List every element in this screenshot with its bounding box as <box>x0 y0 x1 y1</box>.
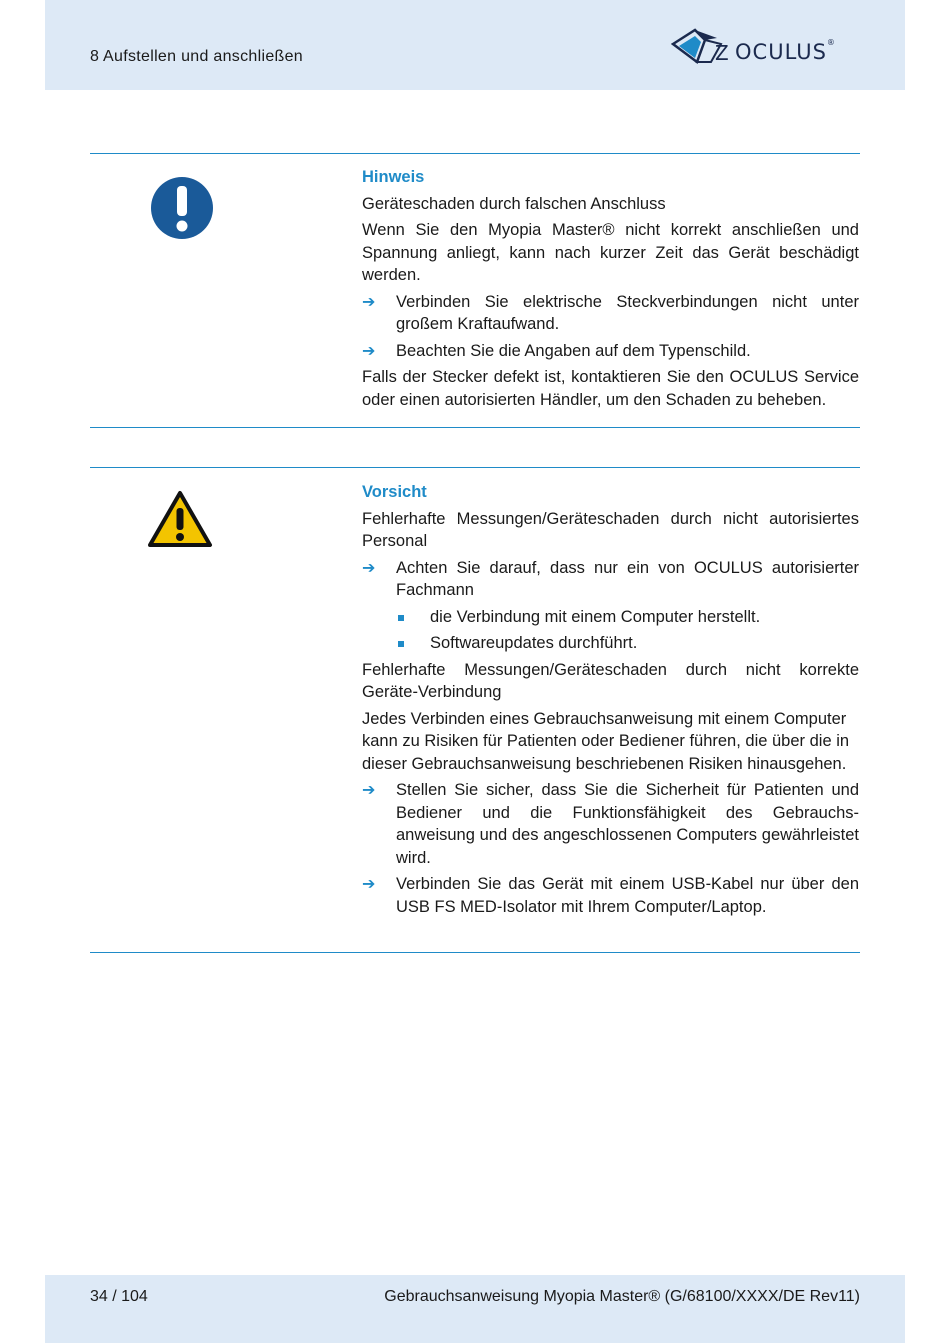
arrow-icon: ➔ <box>362 874 376 893</box>
notice-closing: Falls der Stecker defekt ist, kontaktieren Sie den OCULUS Service oder einen autorisierten Händler, um den Schaden zu beheben. <box>362 368 859 409</box>
notice-body: Wenn Sie den Myopia Master® nicht korrekt anschließen und Spannung anliegt, kann nach kurzer Zeit das Gerät beschädigt werden. <box>362 221 859 284</box>
section-title: 8 Aufstellen und anschließen <box>90 48 303 65</box>
bullet-square-icon <box>398 641 404 647</box>
caution-top-rule <box>90 467 860 468</box>
document-reference: Gebrauchsanweisung Myopia Master® (G/68100/XXXX/DE Rev11) <box>384 1288 860 1305</box>
mandatory-exclamation-icon <box>150 176 214 245</box>
arrow-icon: ➔ <box>362 340 376 360</box>
warning-triangle-icon <box>147 490 213 553</box>
arrow-icon: ➔ <box>362 780 376 799</box>
notice-top-rule <box>90 153 860 154</box>
oculus-logo <box>671 26 861 66</box>
bullet-square-icon <box>398 615 404 621</box>
notice-block <box>362 166 859 415</box>
notice-step: ➔ Verbinden Sie elektrische Steckverbindungen nicht unter großem Kraftaufwand. <box>362 291 859 333</box>
caution-subitem: die Verbindung mit einem Computer herstellt. <box>362 606 859 629</box>
caution-block <box>362 481 859 922</box>
caution-subitem: Softwareupdates durchführt. <box>362 632 859 655</box>
notice-subtitle: Geräteschaden durch falschen Anschluss <box>362 194 666 213</box>
notice-bottom-rule <box>90 427 860 428</box>
notice-step: ➔ Beachten Sie die Angaben auf dem Typenschild. <box>362 340 859 363</box>
logo-wordmark: OCULUS <box>735 40 827 64</box>
page-number: 34 / 104 <box>90 1288 148 1305</box>
svg-text:Z: Z <box>715 41 729 65</box>
page-header <box>45 0 905 90</box>
caution-bottom-rule <box>90 952 860 953</box>
caution-subtitle-1: Fehlerhafte Messungen/Geräteschaden durch nicht autorisiertes Personal <box>362 509 859 550</box>
caution-step: ➔ Verbinden Sie das Gerät mit einem USB-Kabel nur über den USB FS MED-Isolator mit Ihrem Computer/Laptop. <box>362 874 859 916</box>
caution-step: ➔ Achten Sie darauf, dass nur ein von OCULUS autorisierter Fachmann <box>362 557 859 599</box>
page-footer <box>45 1275 905 1343</box>
caution-heading: Vorsicht <box>362 483 427 501</box>
caution-subtitle-2: Fehlerhafte Messungen/Geräteschaden durch nicht korrekte Geräte-Verbindung <box>362 660 859 701</box>
arrow-icon: ➔ <box>362 291 376 311</box>
notice-heading: Hinweis <box>362 168 425 186</box>
arrow-icon: ➔ <box>362 557 376 577</box>
oculus-mark-icon <box>671 26 733 66</box>
caution-body: Jedes Verbinden eines Gebrauchsanweisung mit einem Computer kann zu Risiken für Patienten oder Bediener führen, die über die in dieser Gebrauchsanweisung beschriebenen Risiken hinausgehen. <box>362 709 850 773</box>
caution-step: ➔ Stellen Sie sicher, dass Sie die Sicherheit für Patienten und Bediener und die Funktionsfähigkeit des Gebrauchs-anweisung und des angeschlossenen Computers gewährleistet wird. <box>362 780 859 867</box>
registered-mark: ® <box>826 38 836 47</box>
